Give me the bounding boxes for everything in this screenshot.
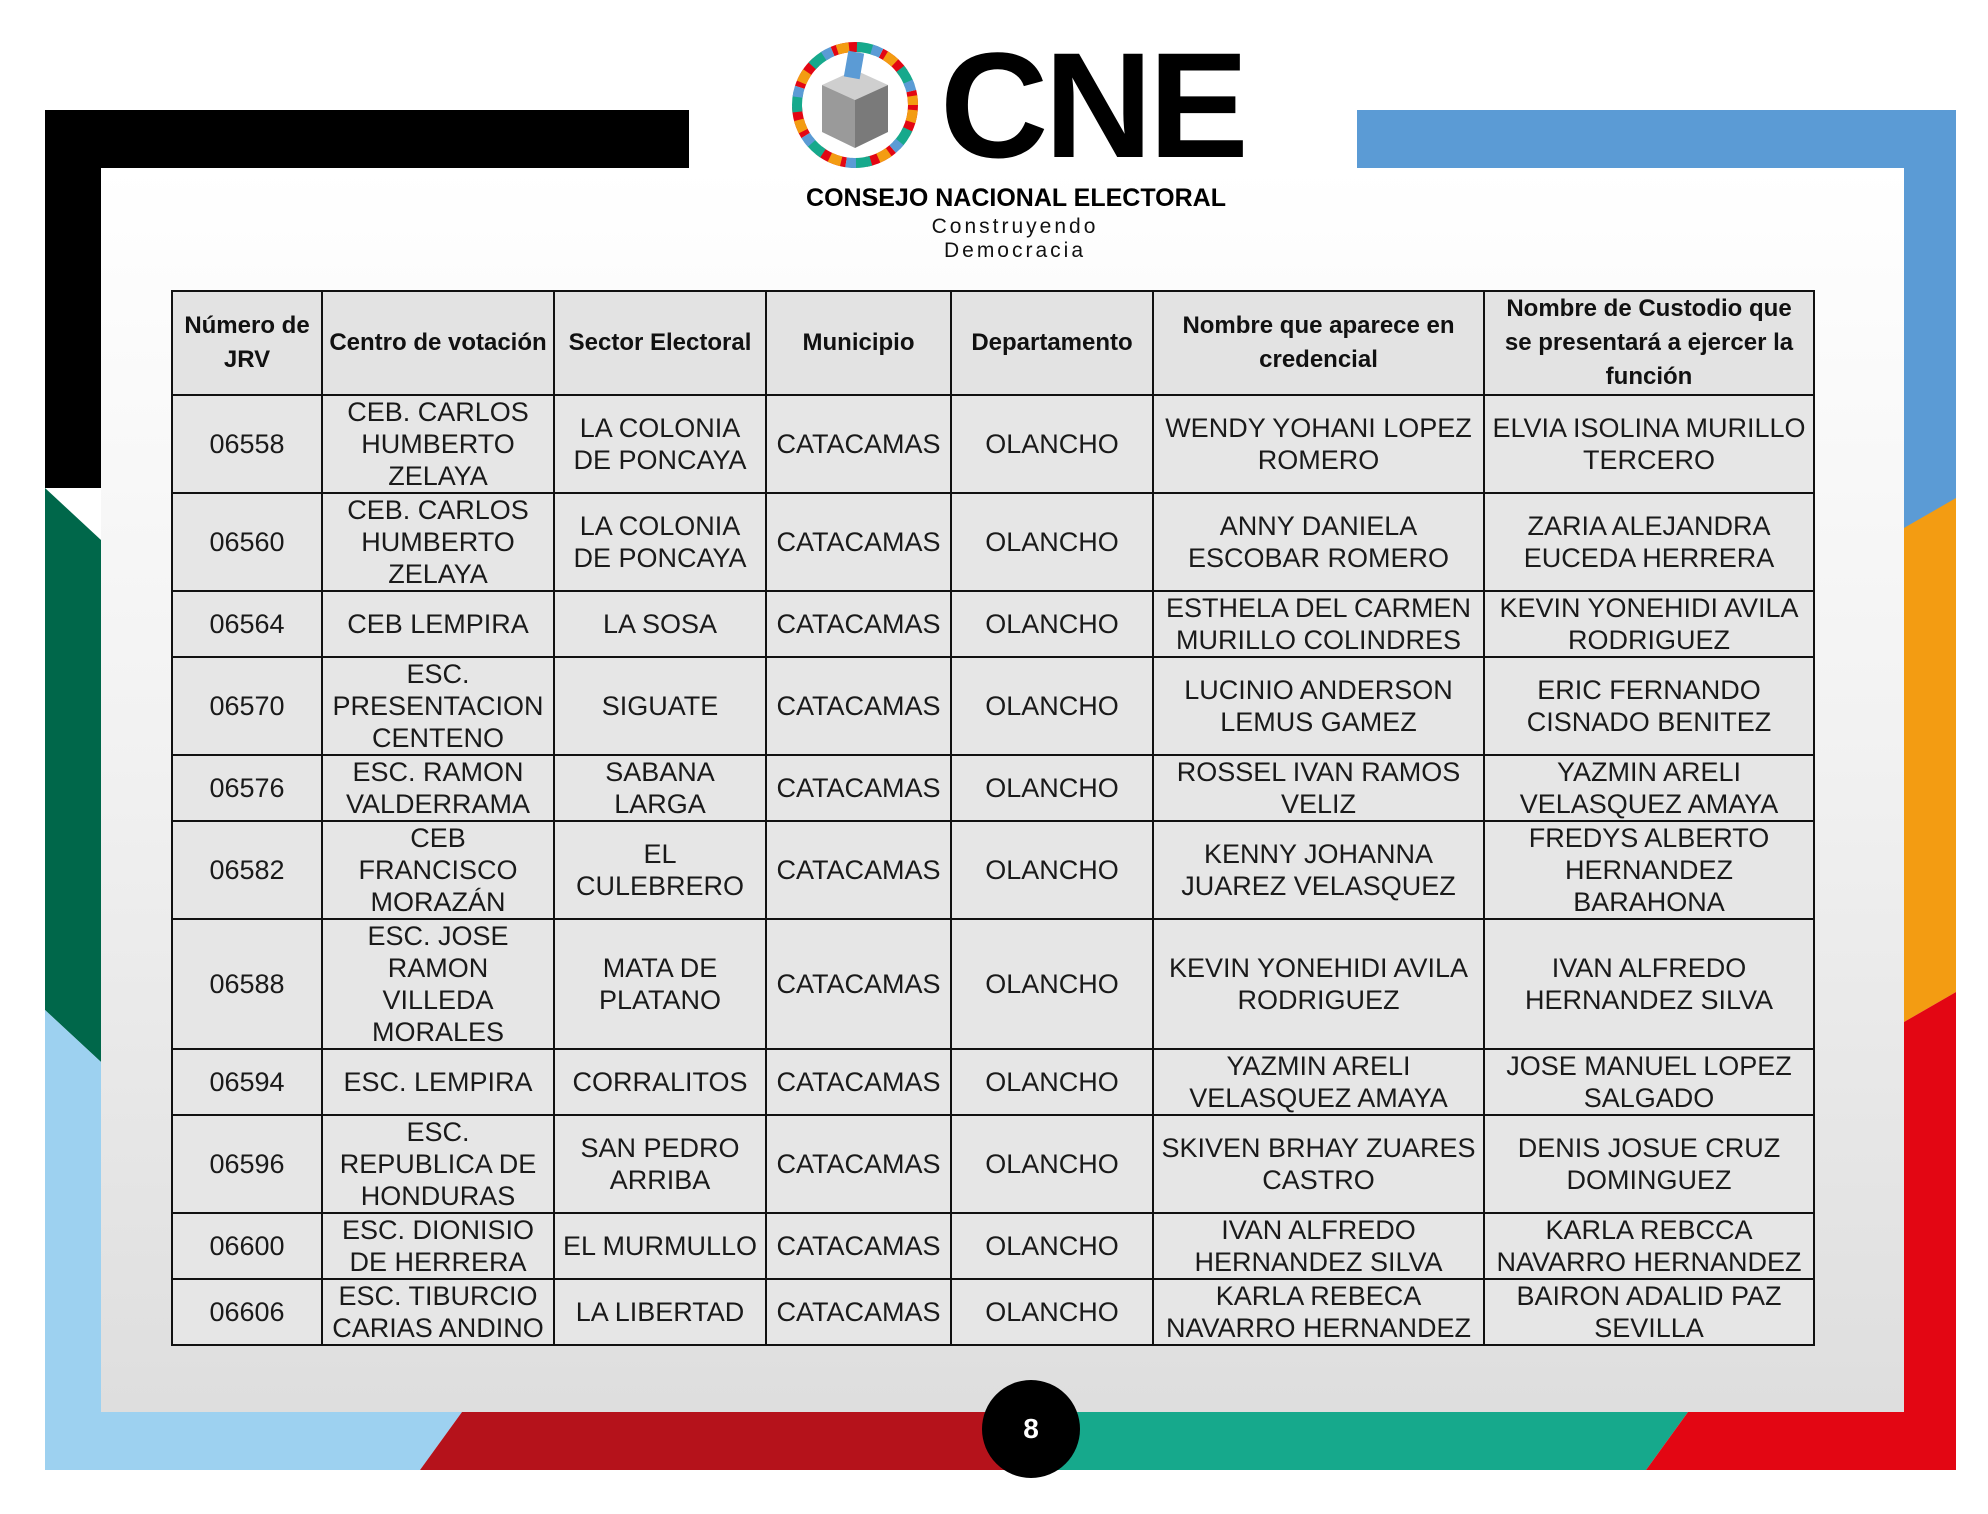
cell-jrv-number: 06560: [172, 493, 322, 591]
cne-logo: [780, 21, 1250, 262]
frame-top-blue: [1357, 110, 1956, 168]
cell-jrv-number: 06582: [172, 821, 322, 919]
page-number: 8: [982, 1380, 1080, 1478]
header-custodian-name: Nombre de Custodio que se presentará a ejercer la función: [1484, 291, 1814, 395]
cell-municipality: CATACAMAS: [766, 591, 951, 657]
cell-credential-name: KENNY JOHANNA JUAREZ VELASQUEZ: [1153, 821, 1484, 919]
cell-jrv-number: 06596: [172, 1115, 322, 1213]
cell-municipality: CATACAMAS: [766, 1049, 951, 1115]
cell-department: OLANCHO: [951, 919, 1153, 1049]
header-credential-name: Nombre que aparece en credencial: [1153, 291, 1484, 395]
frame-bottom-lightblue: [45, 1412, 462, 1470]
cell-department: OLANCHO: [951, 493, 1153, 591]
cell-municipality: CATACAMAS: [766, 821, 951, 919]
header-electoral-sector: Sector Electoral: [554, 291, 766, 395]
cell-credential-name: KARLA REBECA NAVARRO HERNANDEZ: [1153, 1279, 1484, 1345]
cell-municipality: CATACAMAS: [766, 395, 951, 493]
cell-credential-name: SKIVEN BRHAY ZUARES CASTRO: [1153, 1115, 1484, 1213]
cell-credential-name: ESTHELA DEL CARMEN MURILLO COLINDRES: [1153, 591, 1484, 657]
table-row: [172, 919, 1814, 1049]
cell-custodian-name: DENIS JOSUE CRUZ DOMINGUEZ: [1484, 1115, 1814, 1213]
cell-voting-center: ESC. TIBURCIO CARIAS ANDINO: [322, 1279, 554, 1345]
cell-department: OLANCHO: [951, 1115, 1153, 1213]
org-name: CONSEJO NACIONAL ELECTORAL: [806, 184, 1226, 212]
cell-municipality: CATACAMAS: [766, 1115, 951, 1213]
ballot-box-icon: [780, 30, 930, 180]
cell-department: OLANCHO: [951, 591, 1153, 657]
cell-electoral-sector: MATA DE PLATANO: [554, 919, 766, 1049]
cell-electoral-sector: LA COLONIA DE PONCAYA: [554, 493, 766, 591]
frame-right-red: [1904, 992, 1956, 1470]
table-row: [172, 395, 1814, 493]
logo-text: CNE: [940, 21, 1245, 189]
tagline: Construyendo Democracia: [931, 215, 1099, 262]
cell-jrv-number: 06588: [172, 919, 322, 1049]
cell-jrv-number: 06594: [172, 1049, 322, 1115]
cell-custodian-name: YAZMIN ARELI VELASQUEZ AMAYA: [1484, 755, 1814, 821]
frame-right-blue: [1904, 110, 1956, 528]
cell-municipality: CATACAMAS: [766, 755, 951, 821]
cell-department: OLANCHO: [951, 1279, 1153, 1345]
table-row: [172, 1213, 1814, 1279]
frame-left-green: [45, 488, 101, 1062]
table-row: [172, 821, 1814, 919]
cell-electoral-sector: EL MURMULLO: [554, 1213, 766, 1279]
cell-voting-center: CEB FRANCISCO MORAZÁN: [322, 821, 554, 919]
cell-municipality: CATACAMAS: [766, 657, 951, 755]
table-row: [172, 1115, 1814, 1213]
frame-bottom-teal: [1040, 1412, 1688, 1470]
cell-voting-center: CEB. CARLOS HUMBERTO ZELAYA: [322, 395, 554, 493]
header-voting-center: Centro de votación: [322, 291, 554, 395]
cell-municipality: CATACAMAS: [766, 1279, 951, 1345]
table-row: [172, 755, 1814, 821]
cell-custodian-name: JOSE MANUEL LOPEZ SALGADO: [1484, 1049, 1814, 1115]
header-municipality: Municipio: [766, 291, 951, 395]
cell-jrv-number: 06570: [172, 657, 322, 755]
frame-bottom-red: [1646, 1412, 1956, 1470]
cell-department: OLANCHO: [951, 755, 1153, 821]
cell-custodian-name: KEVIN YONEHIDI AVILA RODRIGUEZ: [1484, 591, 1814, 657]
cell-department: OLANCHO: [951, 657, 1153, 755]
cell-voting-center: ESC. PRESENTACION CENTENO: [322, 657, 554, 755]
cell-custodian-name: ELVIA ISOLINA MURILLO TERCERO: [1484, 395, 1814, 493]
cell-voting-center: ESC. LEMPIRA: [322, 1049, 554, 1115]
cell-jrv-number: 06576: [172, 755, 322, 821]
cell-electoral-sector: CORRALITOS: [554, 1049, 766, 1115]
frame-right-orange: [1904, 498, 1956, 1022]
cell-jrv-number: 06600: [172, 1213, 322, 1279]
cell-jrv-number: 06564: [172, 591, 322, 657]
table-row: [172, 657, 1814, 755]
cell-electoral-sector: LA LIBERTAD: [554, 1279, 766, 1345]
cell-credential-name: YAZMIN ARELI VELASQUEZ AMAYA: [1153, 1049, 1484, 1115]
cell-municipality: CATACAMAS: [766, 919, 951, 1049]
cell-custodian-name: FREDYS ALBERTO HERNANDEZ BARAHONA: [1484, 821, 1814, 919]
cell-department: OLANCHO: [951, 821, 1153, 919]
cell-credential-name: IVAN ALFREDO HERNANDEZ SILVA: [1153, 1213, 1484, 1279]
cell-custodian-name: ERIC FERNANDO CISNADO BENITEZ: [1484, 657, 1814, 755]
cell-department: OLANCHO: [951, 1213, 1153, 1279]
cell-voting-center: ESC. REPUBLICA DE HONDURAS: [322, 1115, 554, 1213]
cell-credential-name: WENDY YOHANI LOPEZ ROMERO: [1153, 395, 1484, 493]
cell-custodian-name: ZARIA ALEJANDRA EUCEDA HERRERA: [1484, 493, 1814, 591]
cell-voting-center: ESC. RAMON VALDERRAMA: [322, 755, 554, 821]
cell-electoral-sector: LA COLONIA DE PONCAYA: [554, 395, 766, 493]
table-row: [172, 1049, 1814, 1115]
table-header-row: [172, 291, 1814, 395]
cell-electoral-sector: SIGUATE: [554, 657, 766, 755]
frame-left-lightblue: [45, 1010, 101, 1470]
custodians-table: [171, 290, 1815, 1346]
cell-credential-name: ANNY DANIELA ESCOBAR ROMERO: [1153, 493, 1484, 591]
cell-electoral-sector: SAN PEDRO ARRIBA: [554, 1115, 766, 1213]
cell-custodian-name: BAIRON ADALID PAZ SEVILLA: [1484, 1279, 1814, 1345]
cell-credential-name: LUCINIO ANDERSON LEMUS GAMEZ: [1153, 657, 1484, 755]
cell-voting-center: CEB LEMPIRA: [322, 591, 554, 657]
header-department: Departamento: [951, 291, 1153, 395]
cell-voting-center: CEB. CARLOS HUMBERTO ZELAYA: [322, 493, 554, 591]
cell-credential-name: KEVIN YONEHIDI AVILA RODRIGUEZ: [1153, 919, 1484, 1049]
cell-municipality: CATACAMAS: [766, 493, 951, 591]
table-row: [172, 1279, 1814, 1345]
frame-bottom-darkred: [420, 1412, 1040, 1470]
cell-department: OLANCHO: [951, 395, 1153, 493]
cell-voting-center: ESC. DIONISIO DE HERRERA: [322, 1213, 554, 1279]
cell-electoral-sector: LA SOSA: [554, 591, 766, 657]
cell-jrv-number: 06606: [172, 1279, 322, 1345]
cell-municipality: CATACAMAS: [766, 1213, 951, 1279]
cell-credential-name: ROSSEL IVAN RAMOS VELIZ: [1153, 755, 1484, 821]
cell-jrv-number: 06558: [172, 395, 322, 493]
cell-electoral-sector: SABANA LARGA: [554, 755, 766, 821]
table-row: [172, 591, 1814, 657]
cell-custodian-name: KARLA REBCCA NAVARRO HERNANDEZ: [1484, 1213, 1814, 1279]
cell-electoral-sector: EL CULEBRERO: [554, 821, 766, 919]
cell-custodian-name: IVAN ALFREDO HERNANDEZ SILVA: [1484, 919, 1814, 1049]
table-row: [172, 493, 1814, 591]
frame-top-black: [45, 110, 689, 168]
header-jrv-number: Número de JRV: [172, 291, 322, 395]
cell-voting-center: ESC. JOSE RAMON VILLEDA MORALES: [322, 919, 554, 1049]
cell-department: OLANCHO: [951, 1049, 1153, 1115]
